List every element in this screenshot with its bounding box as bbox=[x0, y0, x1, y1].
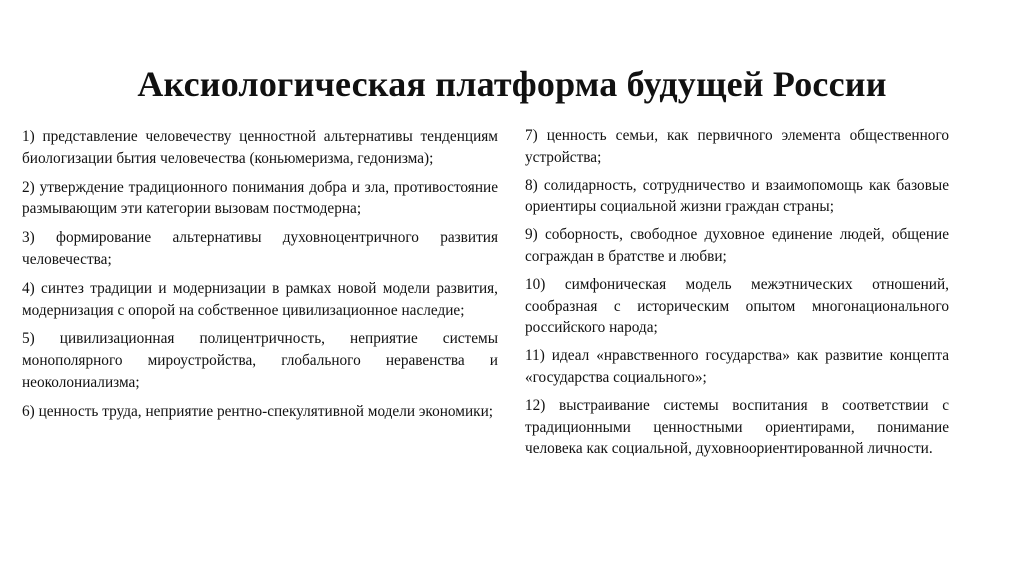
right-column bbox=[525, 125, 949, 466]
list-item-8: 8) солидарность, сотрудничество и взаимопомощь как базовые ориентиры социальной жизни граждан страны; bbox=[525, 176, 949, 216]
list-item-9: 9) соборность, свободное духовное единение людей, общение сограждан в братстве и любви; bbox=[525, 226, 949, 265]
slide-title: Аксиологическая платформа будущей России bbox=[137, 64, 887, 104]
list-item-1: 1) представление человечеству ценностной альтернативы тенденциям биологизации бытия человечества (коньюмеризма, гедонизма); bbox=[22, 128, 498, 167]
list-item-2: 2) утверждение традиционного понимания добра и зла, противостояние размывающим эти категории вызовам постмодерна; bbox=[22, 178, 498, 218]
list-item-12: 12) выстраивание системы воспитания в соответствии с традиционными ценностными ориентирами, понимание человека как социальной, духовноориентированной личности. bbox=[525, 396, 949, 458]
list-item-11: 11) идеал «нравственного государства» как развитие концепта «государства социального»; bbox=[525, 347, 949, 386]
list-item-3: 3) формирование альтернативы духовноцентричного развития человечества; bbox=[22, 229, 498, 268]
list-item-4: 4) синтез традиции и модернизации в рамках новой модели развития, модернизация с опорой на собственное цивилизационное наследие; bbox=[22, 279, 498, 319]
list-item-10: 10) симфоническая модель межэтнических отношений, сообразная с историческим опытом многонационального российского народа; bbox=[525, 275, 949, 337]
list-item-5: 5) цивилизационная полицентричность, неприятие системы монополярного мироустройства, глобального неравенства и неоколониализма; bbox=[22, 330, 498, 391]
left-column bbox=[22, 126, 498, 430]
list-item-6: 6) ценность труда, неприятие рентно-спекулятивной модели экономики; bbox=[22, 402, 494, 420]
list-item-7: 7) ценность семьи, как первичного элемента общественного устройства; bbox=[525, 127, 949, 166]
